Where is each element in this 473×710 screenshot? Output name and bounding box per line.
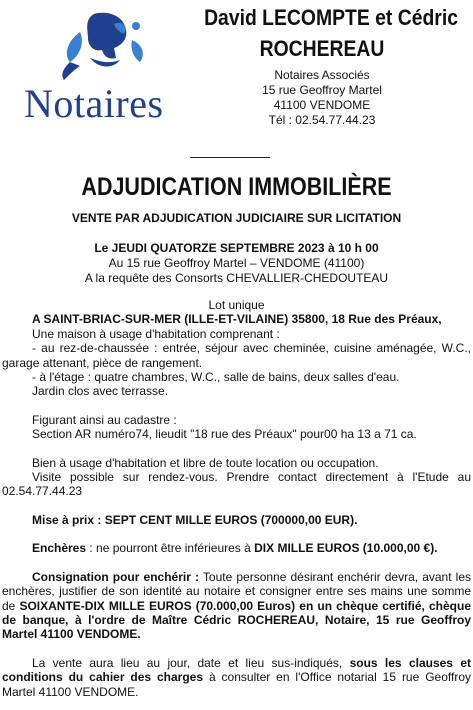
deposit-label: Consignation pour enchérir : <box>32 569 199 584</box>
sale-info <box>0 241 473 286</box>
closing-text-2: à consulter en l'Office notarial 15 rue Geoffroy Martel 41100 VENDOME. <box>2 670 472 699</box>
bids-label: Enchères <box>32 541 87 556</box>
closing-text-1: La vente aura lieu au jour, date et lieu sus-indiqués, <box>32 655 350 670</box>
page-title: ADJUDICATION IMMOBILIÈRE <box>81 173 392 201</box>
closing-bold: sous les clauses et conditions du cahier des charges <box>2 655 471 685</box>
announcement-body <box>2 298 471 699</box>
lot-desc-1: Une maison à usage d'habitation comprenant : <box>32 326 280 341</box>
notaires-logo <box>24 10 180 128</box>
lot-desc-4: Jardin clos avec terrasse. <box>32 384 169 399</box>
lot-desc-2: - au rez-de-chaussée : entrée, séjour avec cheminée, cuisine aménagée, W.C., garage attenant, pièce de rangement. <box>2 341 471 370</box>
logo-wordmark: Notaires <box>24 81 164 126</box>
firm-phone: Tél : 02.54.77.44.23 <box>268 113 376 127</box>
page-subtitle: VENTE PAR ADJUDICATION JUDICIAIRE SUR LICITATION <box>71 211 402 225</box>
bids-amount: DIX MILLE EUROS (10.000,00 €). <box>254 541 438 556</box>
firm-header <box>188 2 456 128</box>
bids-text: : ne pourront être inférieures à <box>86 541 255 556</box>
sale-place: Au 15 rue Geoffroy Martel – VENDOME (41100) <box>108 256 365 270</box>
deposit-text: Toute personne désirant enchérir devra, avant les enchères, justifier de son identité au notaire et consigner entre ses mains une somme de <box>2 569 472 613</box>
starting-price: Mise à prix : SEPT CENT MILLE EUROS (700000,00 EUR). <box>32 512 358 527</box>
deposit-amount: SOIXANTE-DIX MILLE EUROS (70.000,00 Euros) en un chèque certifié, chèque de banque, à l'ordre de Maître Cédric ROCHEREAU, Notaire, 15 rue Geoffroy Martel 41100 VENDOME. <box>2 598 471 642</box>
cadastre-intro: Figurant ainsi au cadastre : <box>32 412 177 427</box>
cadastre-detail: Section AR numéro74, lieudit "18 rue des Préaux" pour00 ha 13 a 71 ca. <box>32 427 417 442</box>
firm-name-line1: David LECOMPTE et Cédric <box>204 5 458 30</box>
firm-name-line2: ROCHEREAU <box>259 36 385 61</box>
divider <box>190 157 270 158</box>
lot-address: A SAINT-BRIAC-SUR-MER (ILLE-ET-VILAINE) 35800, 18 Rue des Préaux, <box>32 312 442 327</box>
occupancy-status: Bien à usage d'habitation et libre de toute location ou occupation. <box>32 455 379 470</box>
closing-paragraph <box>2 656 471 699</box>
deposit-paragraph <box>2 570 471 642</box>
notaires-marianne-logo-icon <box>24 10 180 90</box>
sale-request: A la requête des Consorts CHEVALLIER-CHEDOUTEAU <box>84 271 389 285</box>
visit-info: Visite possible sur rendez-vous. Prendre contact directement à l'Etude au 02.54.77.44.23 <box>2 470 471 499</box>
lot-desc-3: - à l'étage : quatre chambres, W.C., salle de bains, deux salles d'eau. <box>32 370 400 385</box>
lot-label: Lot unique <box>208 298 265 312</box>
sale-date: Le JEUDI QUATORZE SEPTEMBRE 2023 à 10 h 00 <box>94 241 379 255</box>
firm-city: 41100 VENDOME <box>273 98 371 112</box>
firm-street: 15 rue Geoffroy Martel <box>262 83 382 97</box>
bids-paragraph <box>2 541 471 555</box>
firm-role: Notaires Associés <box>274 68 370 82</box>
